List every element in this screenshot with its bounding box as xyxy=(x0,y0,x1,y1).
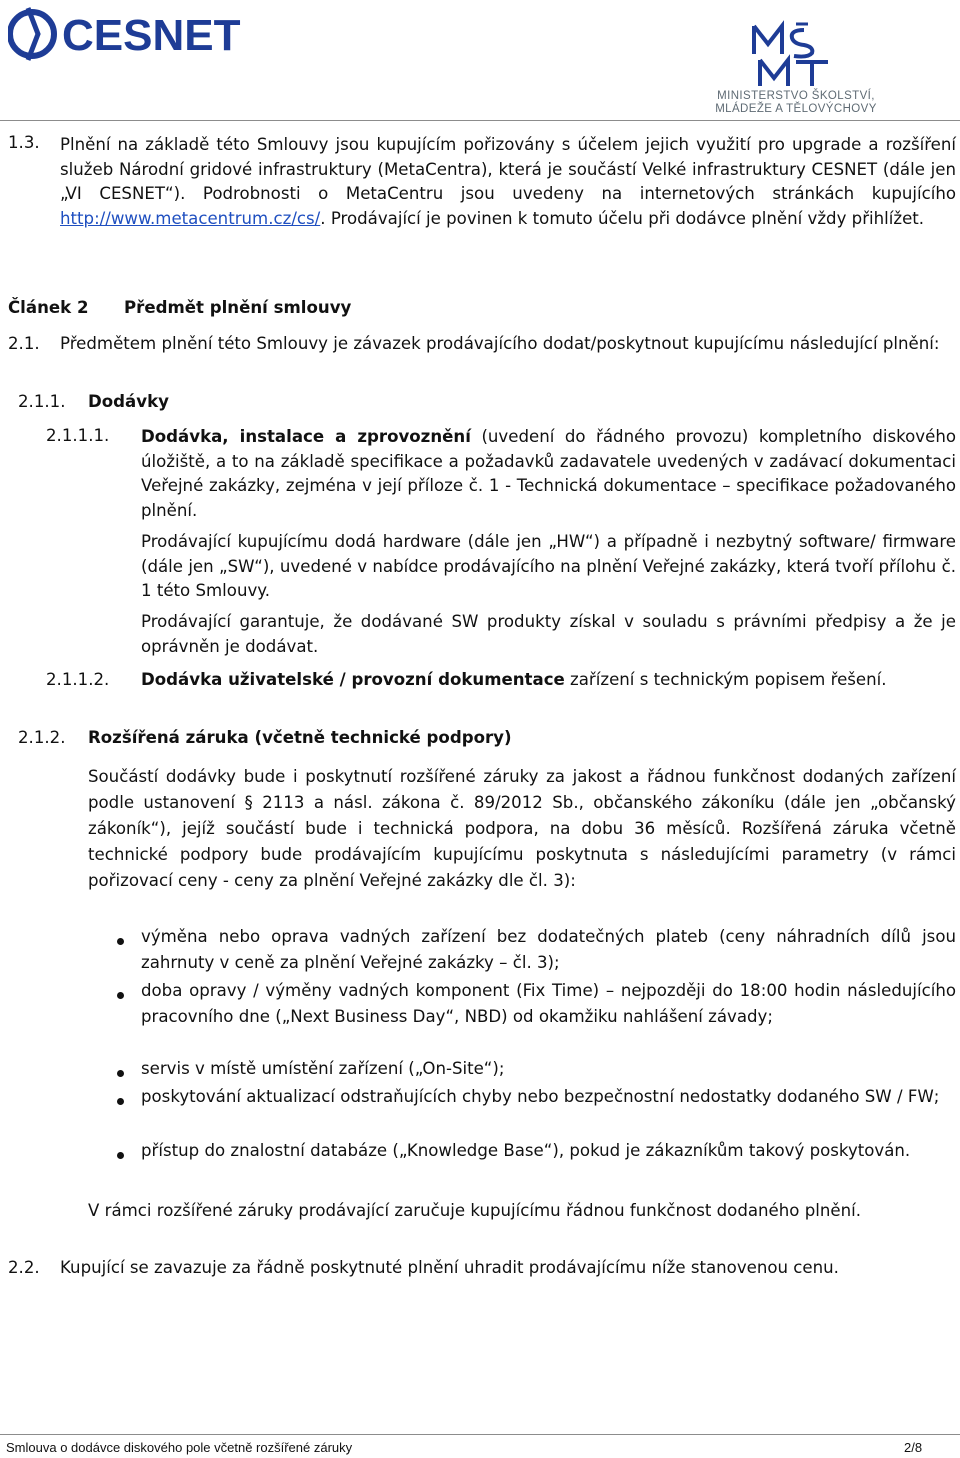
msmt-logo-line-1: MINISTERSTVO ŠKOLSTVÍ, xyxy=(717,90,875,102)
cesnet-logo-mark-icon xyxy=(8,4,268,64)
section-2-1-1-2-text xyxy=(141,668,956,693)
section-1-3-text xyxy=(60,133,956,231)
section-2-2-text: Kupující se zavazuje za řádně poskytnuté plnění uhradit prodávajícímu níže stanovenou cenu. xyxy=(60,1258,839,1277)
list-item: doba opravy / výměny vadných komponent (Fix Time) – nejpozději do 18:00 hodin následujícího pracovního dne („Next Business Day“, NBD) od okamžiku nahlášení závady; xyxy=(141,981,956,1026)
section-number: 2.1.1. xyxy=(18,392,66,411)
bullet-icon xyxy=(117,1152,124,1159)
metacentrum-link[interactable]: http://www.metacentrum.cz/cs/ xyxy=(60,208,321,228)
section-2-1-1-1-text xyxy=(141,425,956,523)
list-item: přístup do znalostní databáze („Knowledge Base“), pokud je zákazníkům takový poskytován. xyxy=(141,1141,911,1160)
footer-page-number: 2/8 xyxy=(904,1440,923,1455)
section-2-1-text: Předmětem plnění této Smlouvy je závazek prodávajícího dodat/poskytnout kupujícímu následující plnění: xyxy=(60,334,940,353)
section-number: 2.1. xyxy=(8,334,40,353)
header-divider xyxy=(0,120,960,121)
section-1-3-text-b: . Prodávající je povinen k tomuto účelu při dodávce plnění vždy přihlížet. xyxy=(320,208,925,228)
section-2-1-1-2-body: zařízení s technickým popisem řešení. xyxy=(564,670,887,689)
section-2-1-1-1-body: (uvedení do řádného provozu) kompletního diskového úložiště, a to na základě specifikace a požadavků zadavatele uvedených v zadávací dokumentaci Veřejné zakázky, zejména v její příloze č. 1 - Technická dokumentace – specifikace požadovaného plnění. xyxy=(141,427,956,520)
msmt-logo-mark-icon xyxy=(696,20,896,90)
bullet-icon xyxy=(117,1070,124,1077)
list-item: servis v místě umístění zařízení („On-Site“); xyxy=(141,1059,505,1078)
section-number: 1.3. xyxy=(8,133,40,152)
section-number: 2.1.1.1. xyxy=(46,426,110,445)
section-2-1-2-title: Rozšířená záruka (včetně technické podpory) xyxy=(88,728,512,747)
section-2-1-2-intro: Součástí dodávky bude i poskytnutí rozšířené záruky za jakost a řádnou funkčnost dodaných zařízení podle ustanovení § 2113 a násl. zákona č. 89/2012 Sb., občanského zákoníku (dále jen „občanský zákoník“), jejíž součástí bude i technická podpora, na dobu 36 měsíců. Rozšířená záruka včetně technické podpory bude prodávajícím kupujícímu poskytnuta s následujícími parametry (v rámci pořizovací ceny - ceny za plnění Veřejné zakázky dle čl. 3): xyxy=(88,767,956,890)
bullet-icon xyxy=(117,1098,124,1105)
list-item: výměna nebo oprava vadných zařízení bez dodatečných plateb (ceny náhradních dílů jsou zahrnuty v ceně za plnění Veřejné zakázky – čl. 3); xyxy=(141,927,956,972)
cesnet-logo-text: CESNET xyxy=(62,11,241,60)
section-2-1-1-1-paragraph-3: Prodávající garantuje, že dodávané SW produkty získal v souladu s právními předpisy a že je oprávněn je dodávat. xyxy=(141,612,956,656)
article-title: Předmět plnění smlouvy xyxy=(124,298,352,317)
list-item: poskytování aktualizací odstraňujících chyby nebo bezpečnostní nedostatky dodaného SW / FW; xyxy=(141,1087,940,1106)
section-2-1-1-1-lead: Dodávka, instalace a zprovoznění xyxy=(141,427,471,446)
section-2-1-2-closing: V rámci rozšířené záruky prodávající zaručuje kupujícímu řádnou funkčnost dodaného plnění. xyxy=(88,1201,861,1220)
footer-divider xyxy=(0,1434,960,1435)
section-1-3-text-a: Plnění na základě této Smlouvy jsou kupujícím pořizovány s účelem jejich využití pro upgrade a rozšíření služeb Národní gridové infrastruktury (MetaCentra), která je součástí Velké infrastruktury CESNET (dále jen „VI CESNET“). Podrobnosti o MetaCentru jsou uvedeny na internetových stránkách kupujícího xyxy=(60,135,956,203)
cesnet-logo xyxy=(8,4,268,64)
footer-title: Smlouva o dodávce diskového pole včetně rozšířené záruky xyxy=(6,1440,353,1455)
section-2-1-1-title: Dodávky xyxy=(88,392,169,411)
section-2-1-1-1-paragraph-2: Prodávající kupujícímu dodá hardware (dále jen „HW“) a případně i nezbytný software/ firmware (dále jen „SW“), uvedené v nabídce prodávajícího na plnění Veřejné zakázky, která tvoří přílohu č. 1 této Smlouvy. xyxy=(141,532,956,600)
section-number: 2.1.2. xyxy=(18,728,66,747)
article-label: Článek 2 xyxy=(8,298,89,317)
section-number: 2.2. xyxy=(8,1258,40,1277)
bullet-icon xyxy=(117,938,124,945)
msmt-logo-line-2: MLÁDEŽE A TĚLOVÝCHOVY xyxy=(715,103,877,115)
bullet-icon xyxy=(117,992,124,999)
section-2-1-1-2-lead: Dodávka uživatelské / provozní dokumentace xyxy=(141,670,565,689)
section-number: 2.1.1.2. xyxy=(46,670,110,689)
msmt-logo xyxy=(696,20,896,116)
